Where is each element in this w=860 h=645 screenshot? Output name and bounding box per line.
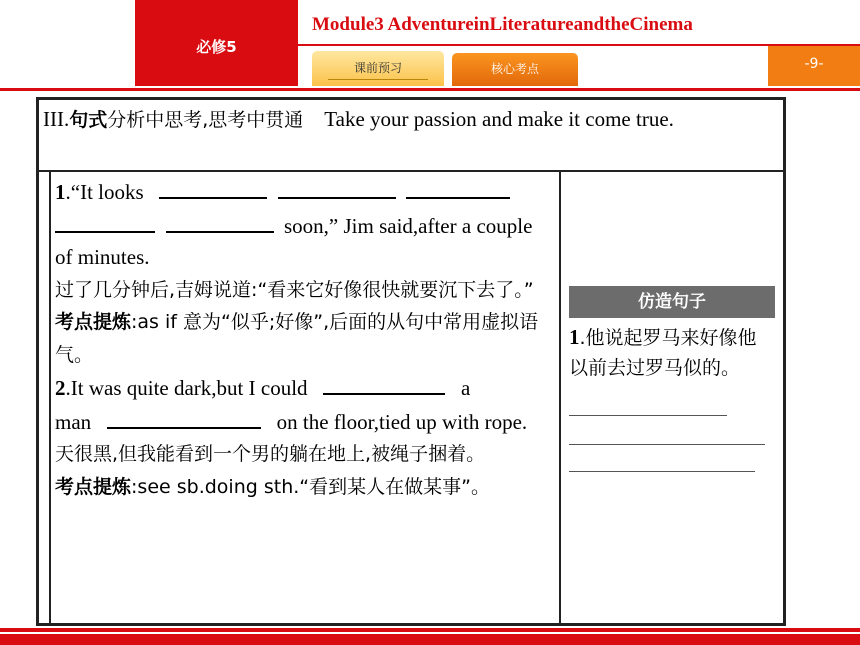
item-2-translation: 天很黑,但我能看到一个男的躺在地上,被绳子捆着。: [55, 443, 486, 465]
item-2-en-start: .It was quite dark,but I could: [65, 376, 308, 400]
item-2-tip-label: 考点提炼: [55, 475, 132, 498]
page-number: -9-: [768, 46, 860, 86]
tab-core-points[interactable]: [452, 53, 578, 86]
section-title-bold: 句式: [69, 109, 108, 131]
item-2-tip-text: :see sb.doing sth.“看到某人在做某事”。: [131, 475, 490, 498]
imitate-header: 仿造句子: [569, 286, 775, 318]
imitate-number: 1: [569, 325, 580, 349]
module-title: Module3 AdventureinLiteratureandtheCinema: [312, 14, 693, 35]
answer-line[interactable]: [569, 471, 755, 472]
answer-blank[interactable]: [278, 175, 396, 199]
content-card: [36, 97, 786, 626]
answer-blank[interactable]: [159, 175, 267, 199]
tab-core-points-label: 核心考点: [490, 62, 539, 76]
section-roman: III.: [43, 107, 70, 131]
imitate-exercise: [569, 322, 775, 383]
item-1-en-mid: soon,” Jim said,after a couple of minutes.: [55, 213, 533, 269]
item-1-number: 1: [55, 180, 66, 204]
tab-preview-label: 课前预习: [353, 61, 402, 75]
section-heading: [43, 104, 773, 136]
answer-blank[interactable]: [406, 175, 510, 199]
item-1-tip-text: :as if 意为“似乎;好像”,后面的从句中常用虚拟语气。: [55, 311, 539, 366]
item-2: [55, 371, 555, 503]
imitate-text: .他说起罗马来好像他以前去过罗马似的。: [569, 327, 757, 379]
answer-blank[interactable]: [55, 209, 155, 233]
item-2-en-man: man: [55, 409, 92, 434]
tab-active-underline: [328, 79, 428, 80]
book-label: 必修5: [196, 38, 237, 56]
item-1-tip-label: 考点提炼: [55, 311, 132, 333]
section-title: 分析中思考,思考中贯通: [107, 109, 304, 131]
answer-blank[interactable]: [166, 209, 274, 233]
item-1-translation: 过了几分钟后,吉姆说道:“看来它好像很快就要沉下去了。”: [55, 278, 534, 301]
header-rule: [0, 88, 860, 91]
column-divider: [559, 172, 561, 623]
item-1-en-start: .“It looks: [65, 180, 144, 204]
exercise-column: [55, 175, 555, 503]
tab-preview[interactable]: [312, 51, 444, 86]
item-1: [55, 175, 555, 371]
imitation-column: [569, 286, 775, 472]
answer-line[interactable]: [569, 444, 765, 445]
item-2-number: 2: [55, 376, 66, 400]
answer-blank[interactable]: [323, 371, 445, 395]
section-motto: Take your passion and make it come true.: [324, 107, 674, 131]
footer-bar: [0, 628, 860, 645]
answer-blank[interactable]: [107, 405, 261, 429]
answer-line[interactable]: [569, 415, 727, 416]
item-2-en-a: a: [461, 376, 471, 400]
item-2-en-end: on the floor,tied up with rope.: [276, 409, 528, 434]
